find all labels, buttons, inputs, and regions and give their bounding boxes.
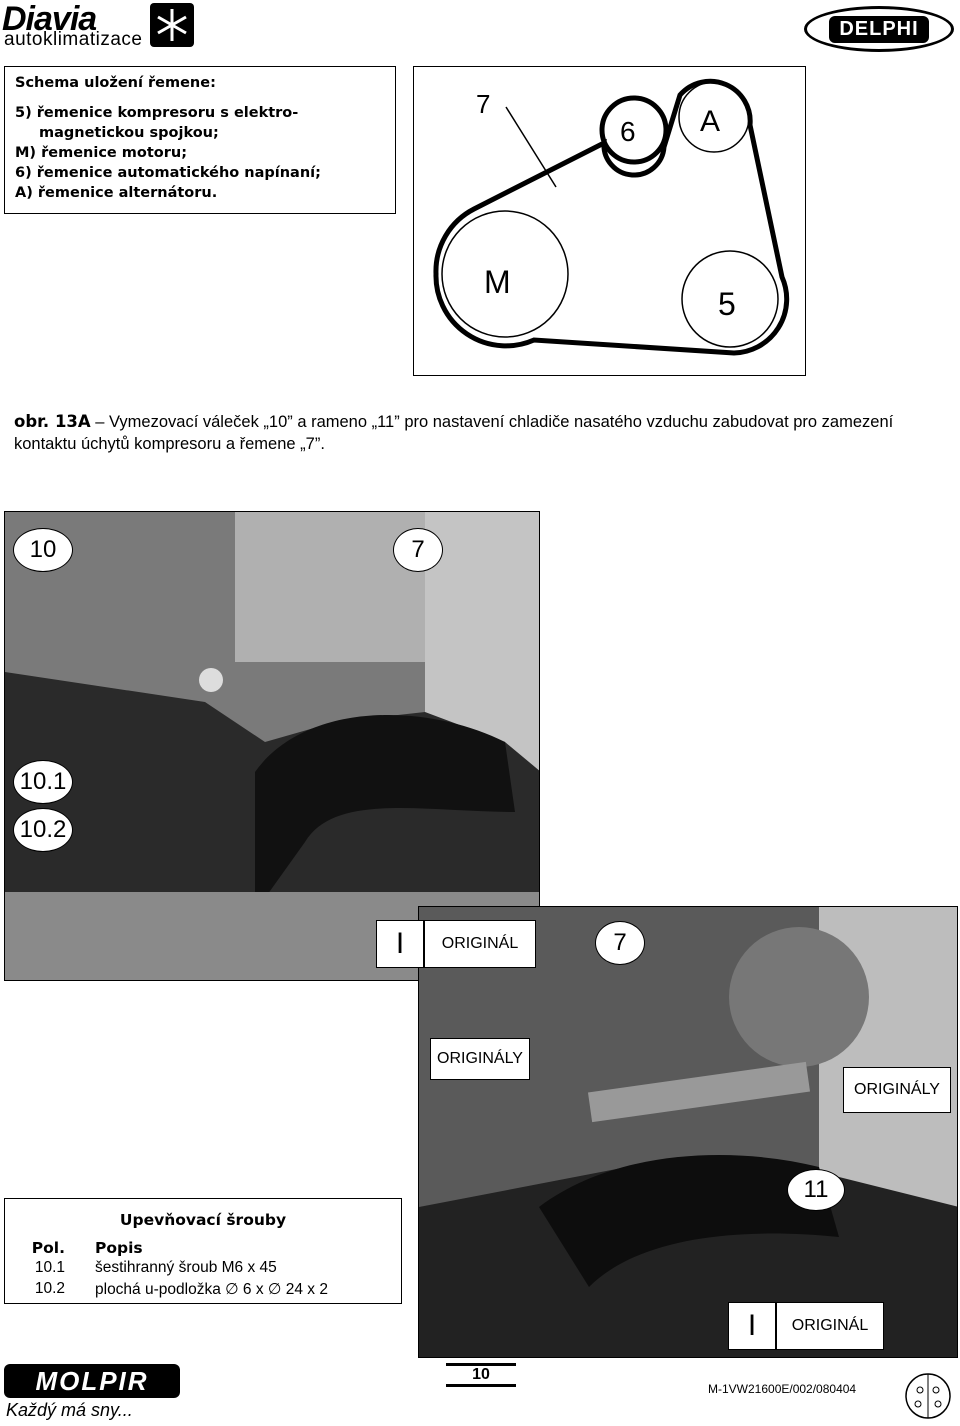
document-reference: M-1VW21600E/002/080404 [708,1382,857,1396]
table-cell: plochá u-podložka ∅ 6 x ∅ 24 x 2 [95,1281,328,1298]
legend-title: Schema uložení řemene: [15,75,216,91]
table-row [5,1259,277,1277]
table-cell: 10.1 [34,1259,65,1276]
snowflake-icon [150,3,194,47]
legend-line: A) řemenice alternátoru. [15,185,218,201]
table-cell: 10.2 [34,1280,65,1297]
legend-line: 5) řemenice kompresoru s elektro- [15,105,299,121]
diavia-logo: Diavia [2,0,97,38]
molpir-logo: MOLPIR [4,1364,180,1398]
parts-table [4,1198,402,1304]
roller-label: 10 [13,528,73,572]
original-label-2: ORIGINÁL [776,1302,884,1350]
figure-caption [14,411,954,455]
col-popis-header: Popis [95,1239,143,1257]
originals-right-label: ORIGINÁLY [843,1067,951,1113]
marker-i-label: I [376,920,424,968]
legend-line: M) řemenice motoru; [15,145,188,161]
belt-label: 7 [393,528,443,572]
table-header-row [5,1239,143,1257]
marker-i-label-2: I [728,1302,776,1350]
engine-photo-2 [418,906,958,1358]
washer-label: 10.2 [13,808,73,852]
original-label: ORIGINÁL [424,920,536,968]
diavia-subtitle: autoklimatizace [4,29,143,50]
molpir-slogan: Každý má sny... [6,1400,133,1420]
motor-label: M [484,264,511,300]
belt-label: 7 [476,89,491,119]
caption-text: – Vymezovací váleček „10” a rameno „11” pro nastavení chladiče nasatého vzduchu zabudovat pro zamezení kontaktu úchytů kompresoru a řemene „7”. [14,413,894,453]
tensioner-label: 6 [620,116,636,147]
col-pol-header: Pol. [31,1239,65,1257]
table-title: Upevňovací šrouby [119,1211,287,1229]
belt-legend [4,66,396,214]
legend-line: magnetickou spojkou; [39,125,219,141]
belt-routing-diagram [413,66,806,376]
legend-line: 6) řemenice automatického napínaní; [15,165,321,181]
page-number: 10 [446,1363,516,1387]
originals-left-label: ORIGINÁLY [430,1038,530,1080]
ladybug-icon [900,1360,956,1420]
compressor-label: 5 [718,286,736,322]
screw-label: 10.1 [13,760,73,804]
figure-ref: obr. 13A [14,412,91,431]
table-row [5,1280,328,1299]
belt-label: 7 [595,921,645,965]
arm-label: 11 [787,1169,845,1211]
leader-line [506,107,556,187]
delphi-logo: DELPHI [804,6,954,52]
alternator-label: A [700,105,721,138]
table-cell: šestihranný šroub M6 x 45 [95,1259,277,1276]
